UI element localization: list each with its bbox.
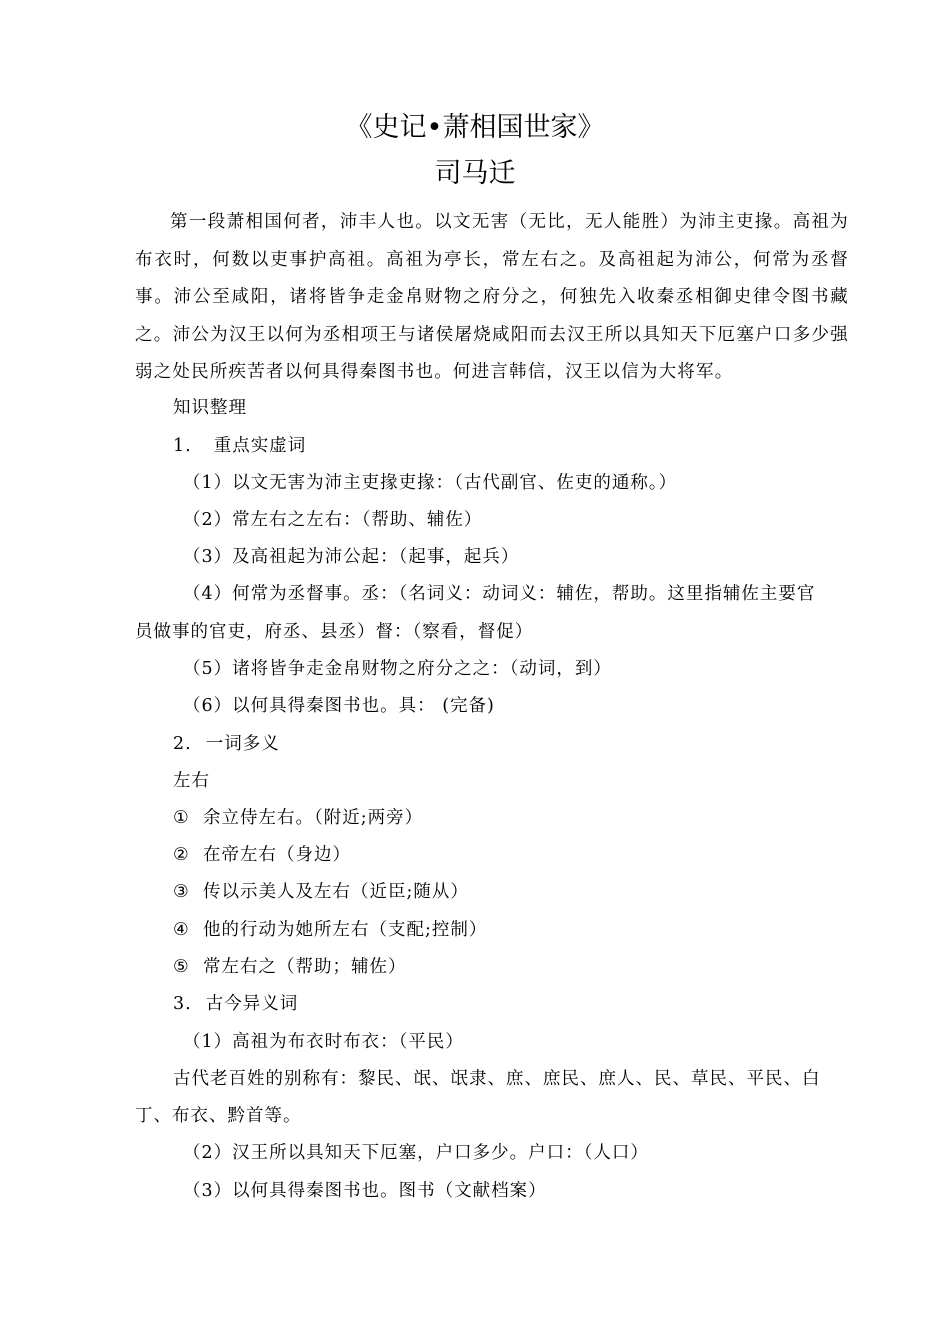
s1-heading-text: 重点实虚词 xyxy=(213,436,307,456)
s2-sense-3 xyxy=(173,880,469,904)
s2-heading-text: 一词多义 xyxy=(205,734,280,754)
s3-item-2: （2）汉王所以具知天下厄塞，户口多少。户口：（人口） xyxy=(183,1143,649,1163)
s2-sense-marker: ① xyxy=(173,808,190,828)
paragraph-1: 第一段萧相国何者，沛丰人也。以文无害（无比，无人能胜）为沛主吏掾。高祖为布衣时，何数以吏事护高祖。高祖为亭长，常左右之。及高祖起为沛公，何常为丞督事。沛公至咸阳，诸将皆争走金帛财物之府分之，何独先入收秦丞相御史律令图书藏之。沛公为汉王以何为丞相项王与诸侯屠烧咸阳而去汉王所以具知天下厄塞户口多少强弱之处民所疾苦者以何具得秦图书也。何进言韩信，汉王以信为大将军。 xyxy=(135,212,849,382)
section-heading: 知识整理 xyxy=(173,398,247,418)
s2-sense-text: 传以示美人及左右（近臣;随从） xyxy=(203,882,469,902)
s2-sense-text: 常左右之（帮助；辅佐） xyxy=(203,957,407,977)
s3-note-line-2: 丁、布衣、黔首等。 xyxy=(135,1106,302,1126)
s1-number: 1. xyxy=(173,436,192,456)
document-title: 《史记•萧相国世家》 xyxy=(345,112,605,143)
document-author: 司马迁 xyxy=(434,158,516,189)
s2-sense-4 xyxy=(173,918,487,942)
s3-heading-text: 古今异义词 xyxy=(205,994,299,1014)
s2-sense-marker: ⑤ xyxy=(173,957,190,977)
s1-item-1: （1）以文无害为沛主吏掾吏掾：（古代副官、佐吏的通称。） xyxy=(183,473,678,493)
s3-heading xyxy=(173,992,298,1016)
s1-item-4: （4）何常为丞督事。丞：（名词义：动词义：辅佐，帮助。这里指辅佐主要官 xyxy=(183,584,816,604)
s1-item-6: （6）以何具得秦图书也。具： (完备) xyxy=(183,696,495,716)
paragraph-1-container xyxy=(135,204,849,392)
s2-sense-marker: ③ xyxy=(173,882,190,902)
s2-sense-5 xyxy=(173,955,407,979)
s2-sense-1 xyxy=(173,806,423,830)
s2-sense-marker: ② xyxy=(173,845,190,865)
s2-sense-marker: ④ xyxy=(173,920,190,940)
s1-item-4-cont: 员做事的官吏，府丞、县丞）督：（察看，督促） xyxy=(135,622,534,642)
s2-sense-2 xyxy=(173,843,351,867)
s2-heading xyxy=(173,732,280,756)
s1-heading xyxy=(173,434,306,458)
s1-item-3: （3）及高祖起为沛公起：（起事，起兵） xyxy=(183,547,520,567)
s1-item-5: （5）诸将皆争走金帛财物之府分之之：（动词，到） xyxy=(183,659,612,679)
s3-item-1: （1）高祖为布衣时布衣：（平民） xyxy=(183,1032,464,1052)
s2-word: 左右 xyxy=(173,771,210,791)
s1-item-2: （2）常左右之左右：（帮助、辅佐） xyxy=(183,510,483,530)
s2-sense-text: 在帝左右（身边） xyxy=(203,845,351,865)
s3-number: 3. xyxy=(173,994,192,1014)
s2-sense-text: 他的行动为她所左右（支配;控制） xyxy=(203,920,488,940)
s3-note-line-1: 古代老百姓的别称有：黎民、氓、氓隶、庶、庶民、庶人、民、草民、平民、白 xyxy=(173,1069,821,1089)
s2-sense-text: 余立侍左右。（附近;两旁） xyxy=(203,808,424,828)
s3-item-3: （3）以何具得秦图书也。图书（文献档案） xyxy=(183,1181,547,1201)
s2-number: 2. xyxy=(173,734,192,754)
